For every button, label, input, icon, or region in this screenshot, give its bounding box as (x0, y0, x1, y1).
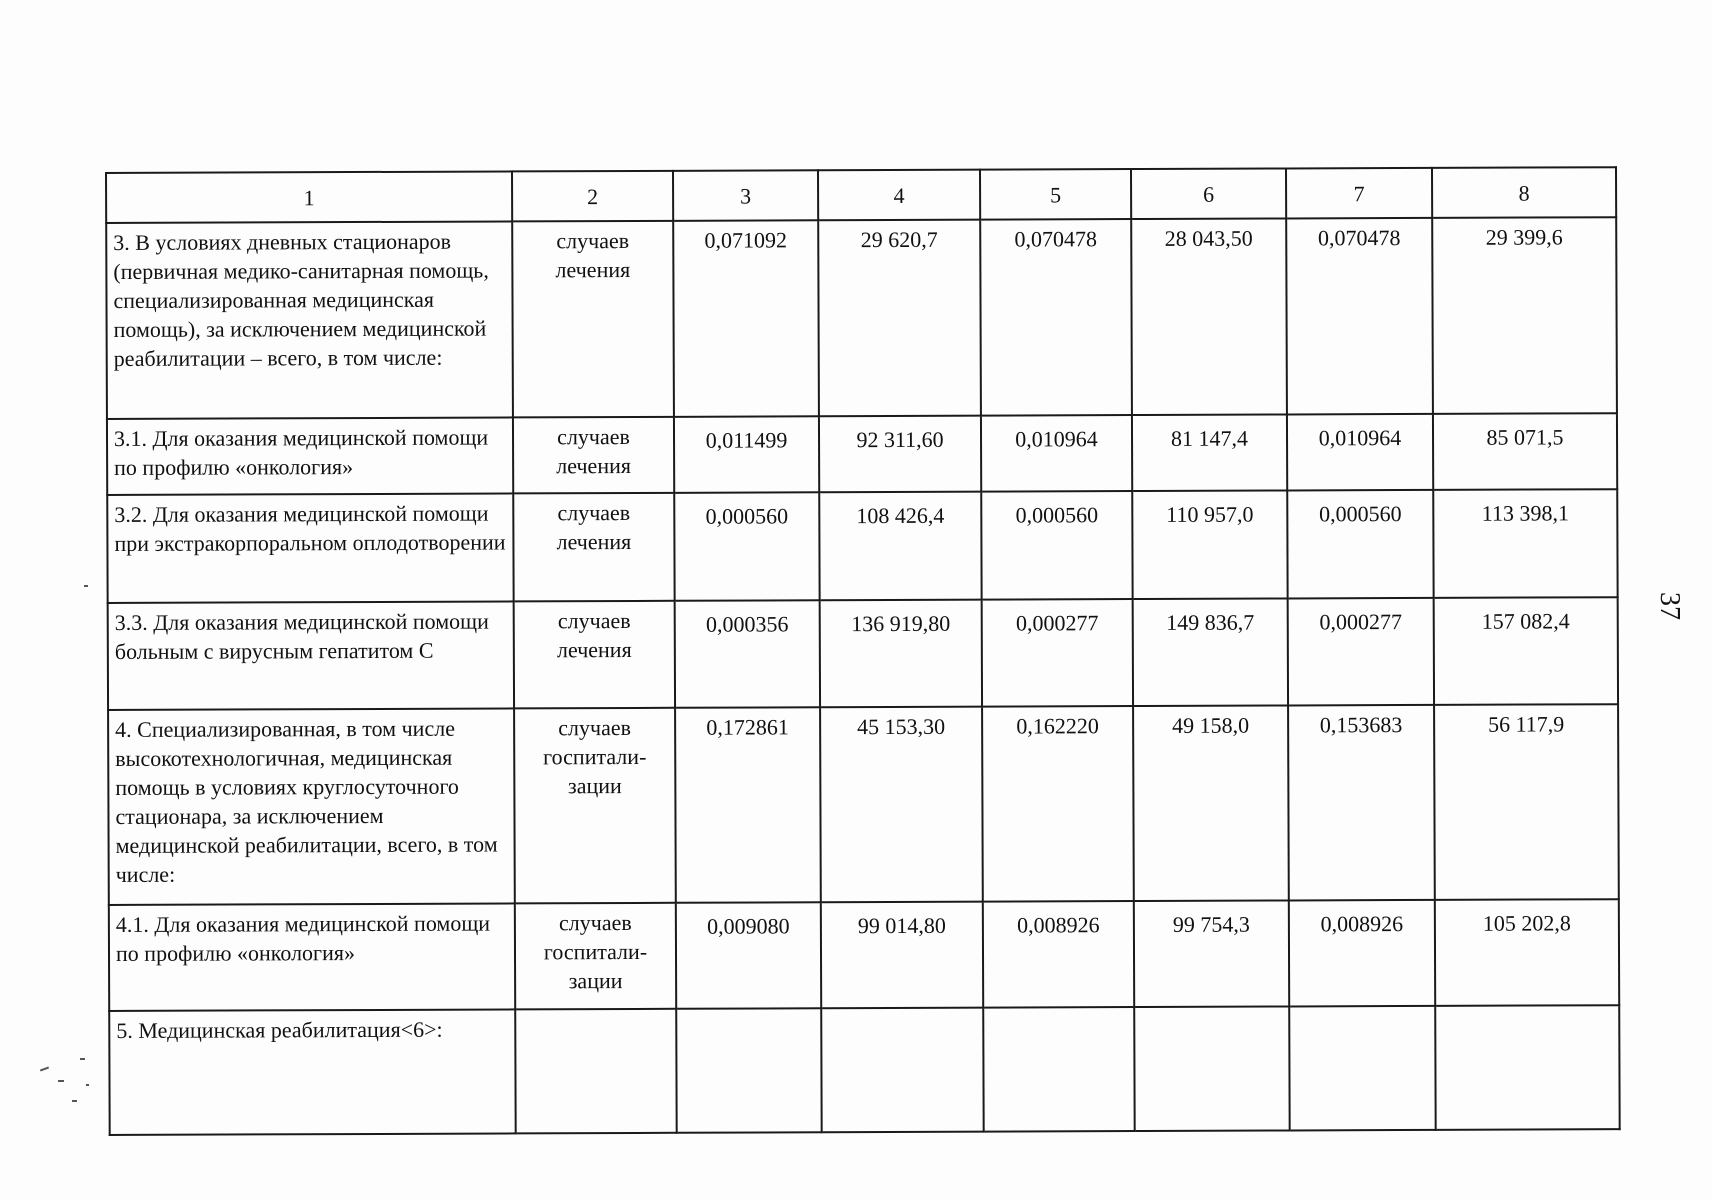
scan-speck (58, 1080, 64, 1082)
scan-speck (86, 1084, 89, 1086)
value-cell (1435, 1005, 1619, 1130)
value-cell: 157 082,4 (1434, 597, 1618, 705)
scan-speck (40, 1067, 49, 1072)
value-cell: 0,000560 (1287, 490, 1433, 599)
row-label: 5. Медицинская реабилитация<6>: (109, 1009, 515, 1135)
unit-cell: случаев лечения (512, 221, 674, 418)
value-cell: 0,010964 (1287, 414, 1433, 491)
table-row (106, 217, 1617, 419)
value-cell: 49 158,0 (1133, 705, 1289, 901)
column-header-1: 1 (106, 171, 512, 223)
value-cell: 0,000356 (675, 600, 820, 708)
value-cell: 56 117,9 (1434, 704, 1619, 900)
scan-speck (72, 1100, 77, 1102)
value-cell: 0,000560 (981, 491, 1132, 600)
row-label: 3.3. Для оказания медицинской помощи больным с вирусным гепатитом С (108, 601, 514, 710)
value-cell: 0,010964 (981, 415, 1132, 492)
unit-cell: случаев лечения (513, 417, 674, 494)
value-cell: 99 754,3 (1134, 900, 1289, 1007)
column-header-2: 2 (512, 171, 673, 222)
value-cell: 0,008926 (983, 901, 1134, 1008)
value-cell (1289, 1006, 1435, 1131)
value-cell: 0,000277 (982, 599, 1133, 707)
column-header-5: 5 (980, 169, 1131, 220)
scan-speck (80, 1058, 85, 1060)
row-label: 3. В условиях дневных стационаров (первичная медико-санитарная помощь, специализированная медицинская помощь), за исключением медицинской реабилитации – всего, в том числе: (106, 221, 513, 419)
table-row (108, 704, 1619, 905)
value-cell: 0,153683 (1288, 705, 1435, 901)
column-header-6: 6 (1131, 168, 1286, 219)
value-cell: 85 071,5 (1433, 413, 1617, 490)
unit-cell (515, 1009, 676, 1134)
value-cell: 28 043,50 (1131, 218, 1287, 415)
value-cell: 0,000560 (674, 492, 819, 601)
table-row (107, 489, 1617, 603)
value-cell: 110 957,0 (1132, 490, 1287, 599)
value-cell: 0,172861 (675, 707, 821, 903)
value-cell: 113 398,1 (1433, 489, 1617, 598)
column-header-3: 3 (673, 170, 818, 221)
value-cell: 105 202,8 (1435, 899, 1619, 1006)
value-cell: 108 426,4 (819, 492, 981, 601)
table-row (107, 413, 1617, 495)
value-cell: 0,070478 (980, 219, 1132, 416)
unit-cell: случаев госпитали-зации (514, 708, 676, 904)
value-cell: 45 153,30 (820, 707, 983, 903)
column-header-7: 7 (1286, 168, 1432, 219)
value-cell: 0,071092 (673, 220, 819, 417)
value-cell: 92 311,60 (819, 416, 981, 493)
column-header-4: 4 (818, 170, 980, 221)
value-cell: 0,009080 (676, 902, 821, 1009)
value-cell: 0,000277 (1288, 598, 1434, 706)
value-cell: 29 620,7 (818, 220, 981, 417)
value-cell: 99 014,80 (821, 902, 983, 1009)
value-cell: 0,011499 (674, 416, 819, 493)
table-row (108, 597, 1618, 710)
column-header-8: 8 (1432, 167, 1616, 218)
data-table (105, 166, 1621, 1136)
value-cell: 81 147,4 (1132, 414, 1287, 491)
table-container (105, 166, 1619, 1136)
row-label: 4.1. Для оказания медицинской помощи по профилю «онкология» (109, 903, 515, 1011)
page-number: 37 (1654, 592, 1685, 620)
value-cell: 0,008926 (1289, 900, 1435, 1007)
value-cell (676, 1008, 821, 1133)
unit-cell: случаев госпитали-зации (515, 903, 676, 1010)
row-label: 3.1. Для оказания медицинской помощи по профилю «онкология» (107, 417, 513, 495)
value-cell (1134, 1006, 1289, 1131)
value-cell: 0,070478 (1286, 218, 1433, 415)
value-cell: 29 399,6 (1432, 217, 1617, 414)
table-row (109, 1005, 1619, 1135)
table-row (109, 899, 1619, 1011)
header-row (106, 167, 1616, 223)
value-cell: 136 919,80 (820, 600, 982, 708)
row-label: 4. Специализированная, в том числе высокотехнологичная, медицинская помощь в условиях круглосуточного стационара, за исключением медицинской реабилитации, всего, в том числе: (108, 708, 515, 905)
value-cell: 149 836,7 (1133, 598, 1288, 706)
row-label: 3.2. Для оказания медицинской помощи при экстракорпоральном оплодотворении (107, 493, 513, 603)
value-cell: 0,162220 (982, 706, 1134, 902)
value-cell (983, 1007, 1134, 1132)
unit-cell: случаев лечения (514, 601, 675, 709)
unit-cell: случаев лечения (513, 493, 674, 602)
value-cell (821, 1008, 983, 1133)
scan-speck (84, 585, 88, 587)
